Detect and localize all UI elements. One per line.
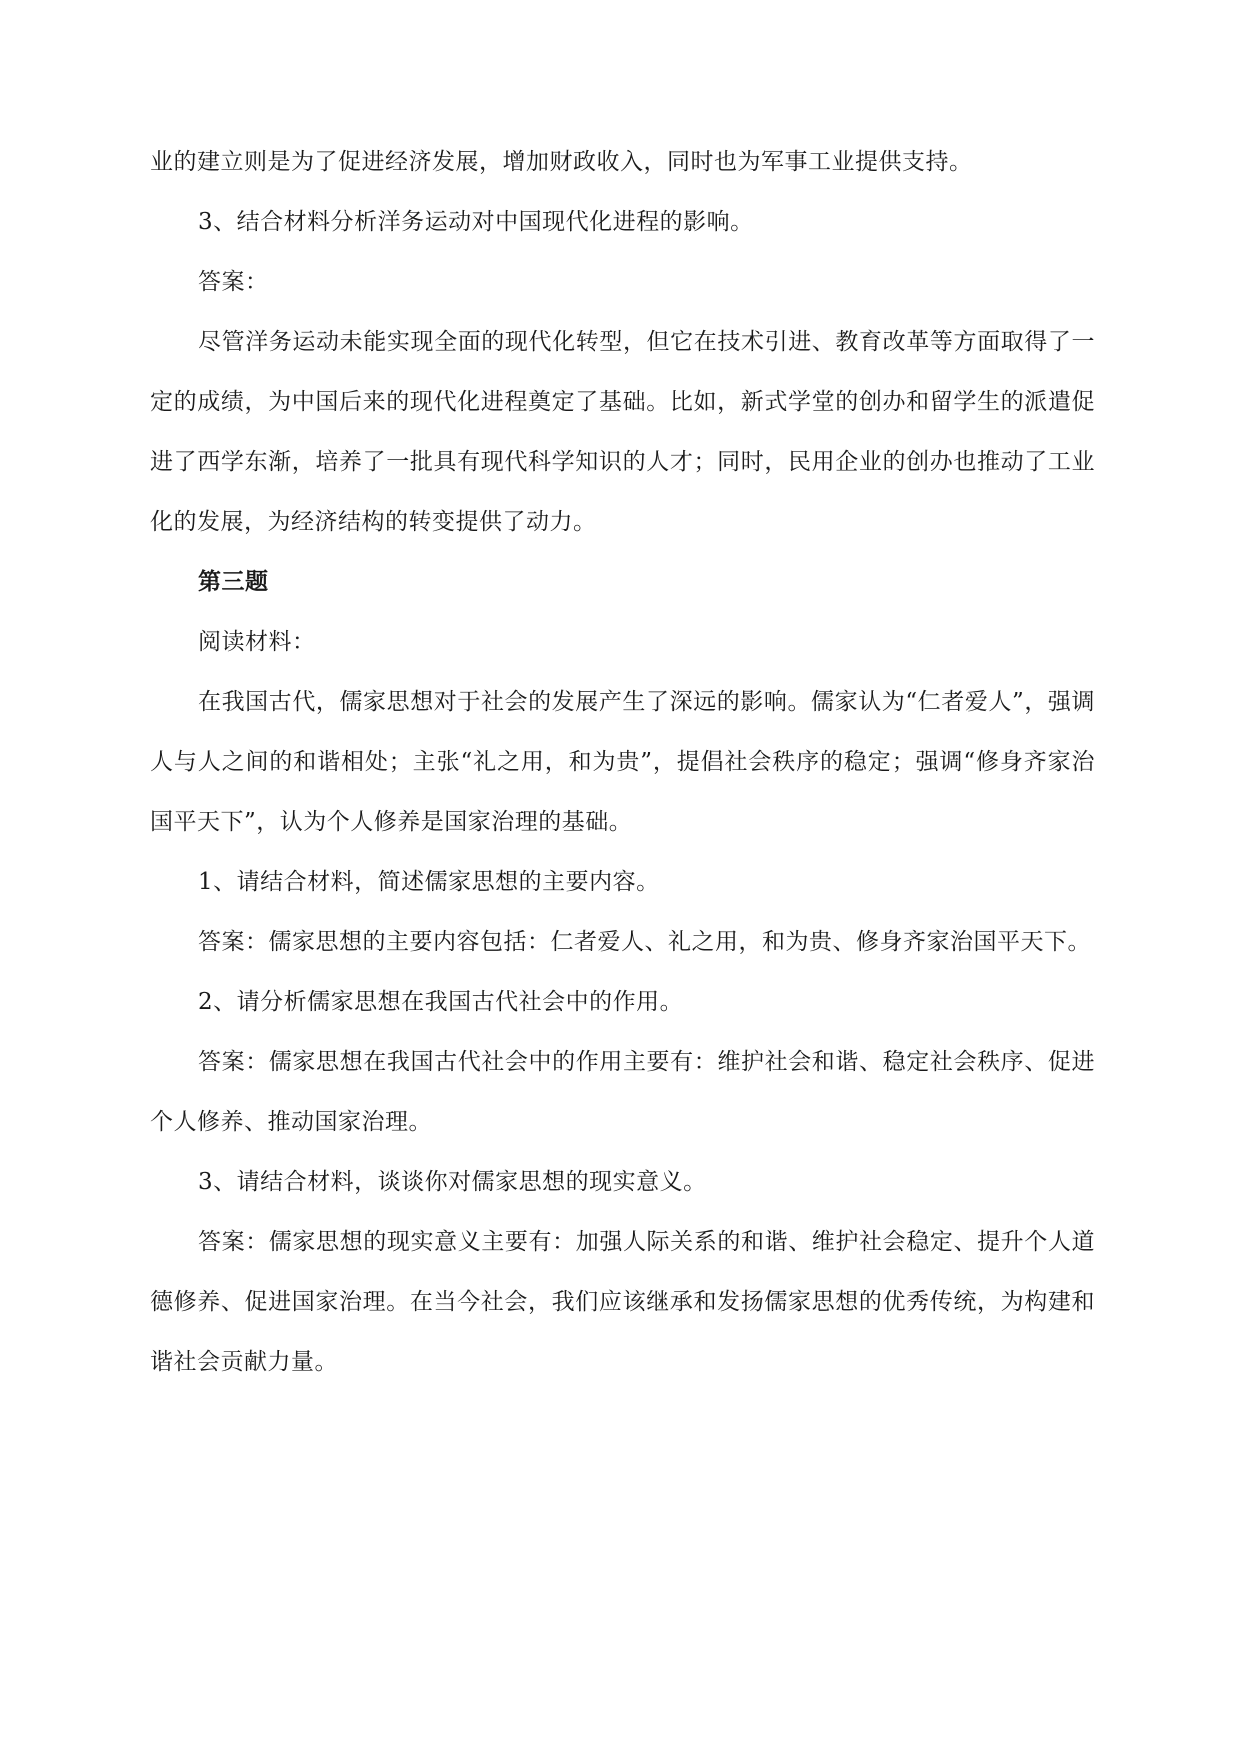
material-paragraph-confucianism: 在我国古代，儒家思想对于社会的发展产生了深远的影响。儒家认为“仁者爱人”，强调人与人之间的和谐相处；主张“礼之用，和为贵”，提倡社会秩序的稳定；强调“修身齐家治国平天下”，认为个人修养是国家治理的基础。 (150, 689, 1095, 835)
document-body (150, 132, 1095, 1392)
answer-label: 答案： (198, 269, 269, 295)
answer-paragraph-yangwu: 尽管洋务运动未能实现全面的现代化转型，但它在技术引进、教育改革等方面取得了一定的成绩，为中国后来的现代化进程奠定了基础。比如，新式学堂的创办和留学生的派遣促进了西学东渐，培养了一批具有现代科学知识的人才；同时，民用企业的创办也推动了工业化的发展，为经济结构的转变提供了动力。 (150, 329, 1095, 535)
question-3-yangwu: 3、结合材料分析洋务运动对中国现代化进程的影响。 (198, 209, 754, 235)
paragraph-continuation: 业的建立则是为了促进经济发展，增加财政收入，同时也为军事工业提供支持。 (150, 149, 973, 175)
reading-material-label: 阅读材料： (198, 629, 316, 655)
question-3-confucianism: 3、请结合材料，谈谈你对儒家思想的现实意义。 (198, 1169, 707, 1195)
answer-3-confucianism: 答案：儒家思想的现实意义主要有：加强人际关系的和谐、维护社会稳定、提升个人道德修养、促进国家治理。在当今社会，我们应该继承和发扬儒家思想的优秀传统，为构建和谐社会贡献力量。 (150, 1229, 1095, 1375)
answer-2-confucianism: 答案：儒家思想在我国古代社会中的作用主要有：维护社会和谐、稳定社会秩序、促进个人修养、推动国家治理。 (150, 1049, 1095, 1135)
section-heading-third-question: 第三题 (198, 568, 269, 595)
answer-1-confucianism: 答案：儒家思想的主要内容包括：仁者爱人、礼之用，和为贵、修身齐家治国平天下。 (198, 929, 1091, 955)
question-2-confucianism: 2、请分析儒家思想在我国古代社会中的作用。 (198, 989, 684, 1015)
question-1-confucianism: 1、请结合材料，简述儒家思想的主要内容。 (198, 869, 660, 895)
